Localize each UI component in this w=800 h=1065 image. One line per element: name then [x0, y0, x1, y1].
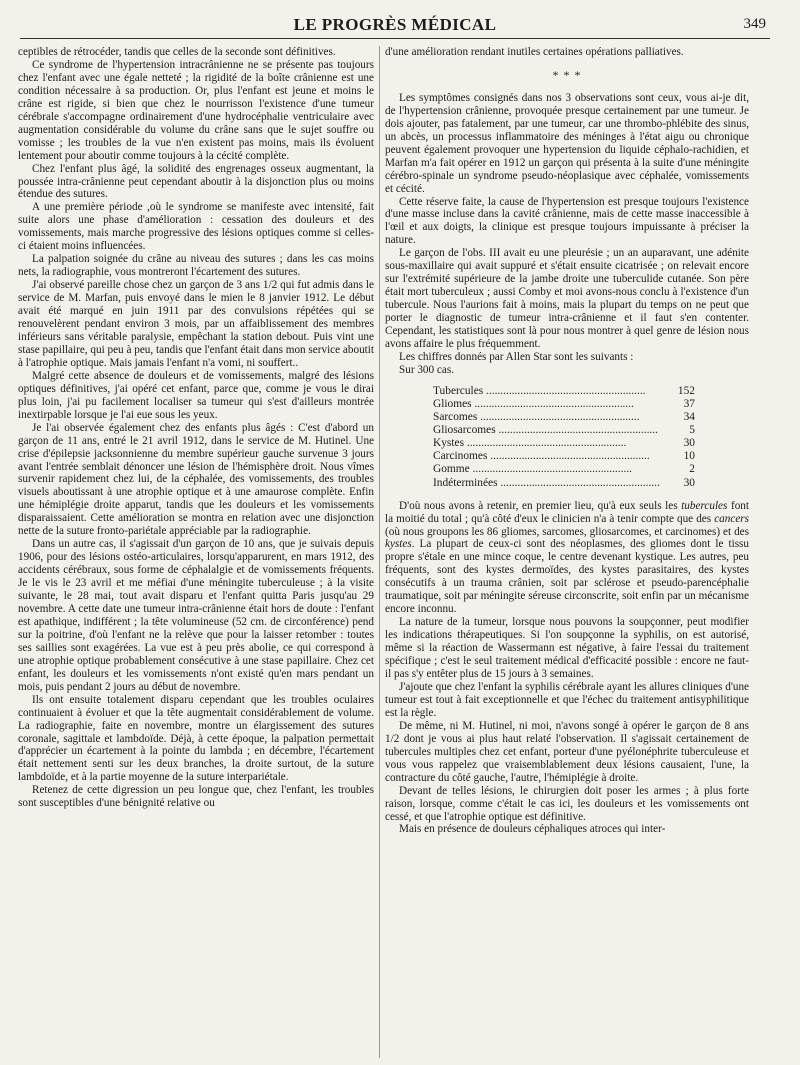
- table-row: [433, 477, 695, 490]
- text-run: . La plupart de ceux-ci sont des néoplasmes, des gliomes dont le tissu propre s'étale en une mince coque, le centre devenant kystique. Les autres, peu fréquents, sont des kystes dermoïdes, des kystes parasitaires, des kystes consécutifs à un trauma crânien, soit par sclérose et pseudo-parencéphalie traumatique, soit par méningite séreuse circonscrite, soit enfin par un mécanisme encore inconnu.: [385, 538, 749, 616]
- stat-label: Indéterminées .....: [433, 477, 665, 490]
- paragraph: ceptibles de rétrocéder, tandis que celles de la seconde sont définitives.: [18, 46, 336, 58]
- table-row: [433, 437, 695, 450]
- stat-value: 30: [683, 437, 695, 450]
- stat-value: 30: [683, 476, 695, 489]
- stat-label: Carcinomes .....: [433, 450, 665, 463]
- paragraph: Dans un autre cas, il s'agissait d'un garçon de 10 ans, que je suivais depuis 1906, pour des lésions ostéo-articulaires, lorsqu'apparurent, en mars 1912, des accidents cérébraux, sous forme de céphalalgie et de vomissements fréquents. Je le vis le 23 avril et me méfiai d'une méningite tuberculeuse ; à la visite suivante, le 28 mai, tout avait disparu et l'enfant quitta Paris jusqu'au 29 novembre. A cette date une tumeur intra-crânienne était hors de doute : l'enfant est apathique, indifférent ; la tête volumineuse (52 cm. de circonférence) pend sur la poitrine, d'où l'enfant ne la relève que pour la laisser retomber : toutes ses saillies sont exagérées. La vue est à peu près abolie, ce qui correspond à une atrophie optique probablement consécutive à une stase papillaire. Chez cet enfant, les douleurs et les vomissements n'ont existé qu'en mars pendant un mois, puis pendant 2 jours au début de novembre.: [18, 538, 374, 693]
- paragraph: Les symptômes consignés dans nos 3 observations sont ceux, vous ai-je dit, de l'hypertension crânienne, provoquée presque certainement par une tumeur. Je dois ajouter, pas fatalement, par une tumeur, car une thrombo-phlébite des sinus, un abcès, un processus inflammatoire des méninges à l'état aigu ou chronique peuvent également provoquer une hypertension du liquide céphalo-rachidien, et Marfan m'a fait opérer en 1912 un garçon qui présenta à la suite d'une méningite cérébro-spinale un syndrome pseudo-néoplasique avec céphalée, vomissements et cécité.: [385, 91, 749, 195]
- paragraph: Ce syndrome de l'hypertension intracrânienne ne se présente pas toujours chez l'enfant avec une égale netteté ; la rigidité de la boîte crânienne est une condition nécessaire à sa production. Or, plus l'enfant est jeune et moins le crâne est rigide, si bien que chez le nourrisson l'existence d'une tumeur cérébrale s'accompagne ordinairement d'une hydrocéphalie ventriculaire avec augmentation considérable du volume du crâne sans que le sujet souffre ou vomisse ; les troubles de la vue n'en existent pas moins, mais ils évoluent lentement pour aboutir comme toujours à la cécité complète.: [18, 58, 374, 162]
- section-separator: * * *: [552, 67, 582, 82]
- table-row: [433, 450, 695, 463]
- table-caption: Sur 300 cas.: [399, 363, 454, 376]
- paragraph: Les chiffres donnés par Allen Star sont les suivants :: [399, 350, 634, 363]
- italic-term: cancers: [714, 512, 749, 525]
- table-row: [433, 385, 695, 398]
- text-run: font la moitié du total ; qu'à côté d'eux le clinicien n'a à tenir compte que des: [385, 499, 749, 525]
- right-column: [385, 46, 749, 1058]
- italic-term: tubercules: [681, 499, 728, 512]
- stat-value: 10: [683, 450, 695, 463]
- paragraph: A une première période ,où le syndrome se manifeste avec intensité, fait suite alors une phase d'amélioration : cessation des douleurs et des vomissements, mais marche progressive des lésions optiques comme si celles-ci étaient moins influencées.: [18, 201, 374, 253]
- paragraph: Chez l'enfant plus âgé, la solidité des engrenages osseux augmentant, la poussée intra-crânienne peut cependant aboutir à la disjonction plus ou moins étendue des sutures.: [18, 162, 374, 201]
- stat-value: 152: [677, 384, 695, 397]
- paragraph: Cette réserve faite, la cause de l'hypertension est presque toujours l'existence d'une masse incluse dans la cavité crânienne, mais de cette masse inaccessible à l'œil et aux doigts, la clinique est presque toujours impuissante à préciser la nature.: [385, 195, 749, 247]
- text-run: (où nous groupons les 86 gliomes, sarcomes, gliosarcomes, et carcinomes) et des: [385, 525, 749, 538]
- paragraph: Le garçon de l'obs. III avait eu une pleurésie ; un an auparavant, une adénite sous-maxillaire qui avait suppuré et s'était ensuite cicatrisée ; on relevait encore sur l'extrémité supérieure de la jambe droite une tuberculide cutanée. Son père était mort tuberculeux ; aussi Comby et moi avons-nous conclu à l'existence d'un tubercule. Nous l'aurions fait à moins, mais la plupart du temps on ne peut que porter le diagnostic de tumeur intra-crânienne et il faut s'en contenter. Cependant, les statistiques sont là pour nous montrer à quel genre de lésion nous avons affaire le plus fréquemment.: [385, 247, 749, 351]
- paragraph: Retenez de cette digression un peu longue que, chez l'enfant, les troubles sont susceptibles d'une bénignité relative ou: [18, 784, 374, 810]
- page-number: 349: [743, 16, 766, 32]
- paragraph: Je l'ai observée également chez des enfants plus âgés : C'est d'abord un garçon de 11 ans, entré le 21 avril 1912, dans le service de M. Hutinel. Une crise d'épilepsie jacksonnienne du membre supérieur gauche survenue 3 jours avant l'entrée semblait dénoncer une lésion de l'hémisphère droit. Nous vîmes survenir rapidement chez lui, de la céphalée, des vomissements, des troubles visuels aboutissant à une atrophie optique et à une amaurose complète. Enfin une hémiplégie droite apparut, tandis que les douleurs et les vomissements disparaissaient. Cette amélioration se montra en relation avec une disjonction nette de la suture fronto-pariétale appréciable par la radiographie.: [18, 421, 374, 538]
- paragraph: J'ai observé pareille chose chez un garçon de 3 ans 1/2 qui fut admis dans le service de M. Marfan, puis envoyé dans le mien le 8 janvier 1912. Le début avait été marqué en juin 1911 par des convulsions répétées qui se renouvelèrent pendant environ 3 mois, par un affaiblissement des membres inférieurs sans véritable paralysie, empêchant la station debout. Puis vint une stase papillaire, qui peu à peu, tandis que l'enfant était dans mon service aboutit à l'atrophie optique. Mais jamais l'enfant n'a vomi, ni souffert..: [18, 279, 374, 369]
- italic-term: kystes: [385, 538, 412, 551]
- stat-label: Tubercules .....: [433, 385, 665, 398]
- page-header: [20, 12, 770, 39]
- tumor-statistics-table: [433, 385, 695, 490]
- stat-value: 37: [683, 397, 695, 410]
- table-row: [433, 463, 695, 476]
- paragraph: Devant de telles lésions, le chirurgien doit poser les armes ; à plus forte raison, lorsque, comme c'était le cas ici, les douleurs et les vomissements ont cessé, et que l'atrophie optique est définitive.: [385, 784, 749, 823]
- table-row: [433, 424, 695, 437]
- column-divider: [379, 46, 380, 1058]
- table-row: [433, 411, 695, 424]
- text-run: D'où nous avons à retenir, en premier lieu, qu'à eux seuls les: [399, 499, 682, 512]
- paragraph: J'ajoute que chez l'enfant la syphilis cérébrale ayant les allures cliniques d'une tumeur est tout à fait exceptionnelle et que l'échec du traitement antisyphilitique est la règle.: [385, 680, 749, 719]
- left-column: [18, 46, 374, 1058]
- stat-value: 34: [683, 411, 695, 424]
- stat-label: Sarcomes .....: [433, 411, 665, 424]
- paragraph: [385, 500, 749, 617]
- stat-value: 5: [689, 424, 695, 437]
- stat-value: 2: [689, 463, 695, 476]
- stat-label: Gomme .....: [433, 463, 665, 476]
- paragraph: La palpation soignée du crâne au niveau des sutures ; dans les cas moins nets, la radiographie, vous montreront l'écartement des sutures.: [18, 253, 374, 279]
- paragraph: Ils ont ensuite totalement disparu cependant que les troubles oculaires continuaient à évoluer et que la tête augmentait considérablement de volume. La radiographie, faite en novembre, montre un élargissement des sutures coronale, sagittale et lambdoïde. Déjà, à cette époque, la palpation permettait d'apprécier un écartement à la pointe du lambda ; en décembre, l'écartement était nettement senti sur les deux branches, la droite surtout, de la suture lambdoïde, et à la partie moyenne de la suture interpariétale.: [18, 693, 374, 784]
- stat-label: Kystes .....: [433, 437, 665, 450]
- stat-label: Gliosarcomes .....: [433, 424, 665, 437]
- paragraph: d'une amélioration rendant inutiles certaines opérations palliatives.: [385, 46, 684, 58]
- paragraph: Mais en présence de douleurs céphaliques atroces qui inter-: [399, 823, 666, 836]
- journal-title: LE PROGRÈS MÉDICAL: [293, 15, 497, 34]
- paragraph: De même, ni M. Hutinel, ni moi, n'avons songé à opérer le garçon de 8 ans 1/2 dont je vous ai plus haut relaté l'observation. Il s'agissait certainement de tubercules multiples chez cet enfant, porteur d'une pyélonéphrite tuberculeuse et vous vous rappelez que vraisemblablement deux lésions causaient, l'une, la contracture du côté gauche, l'autre, l'hémiplégie à droite.: [385, 719, 749, 784]
- paragraph: La nature de la tumeur, lorsque nous pouvons la soupçonner, peut modifier les indications thérapeutiques. Si l'on soupçonne la syphilis, on est autorisé, même si la réaction de Wassermann est négative, à faire l'essai du traitement spécifique ; c'est le seul traitement médical d'efficacité possible : encore ne faut-il pas s'y entêter plus de 15 jours à 3 semaines.: [385, 616, 749, 681]
- paragraph: Malgré cette absence de douleurs et de vomissements, malgré des lésions optiques définitives, j'ai opéré cet enfant, parce que, comme je vous le dirai plus loin, j'ai pu facilement localiser sa tumeur qui s'est d'ailleurs montrée inextirpable lorsque je l'ai eue sous les yeux.: [18, 369, 374, 421]
- table-row: [433, 398, 695, 411]
- stat-label: Gliomes .....: [433, 398, 665, 411]
